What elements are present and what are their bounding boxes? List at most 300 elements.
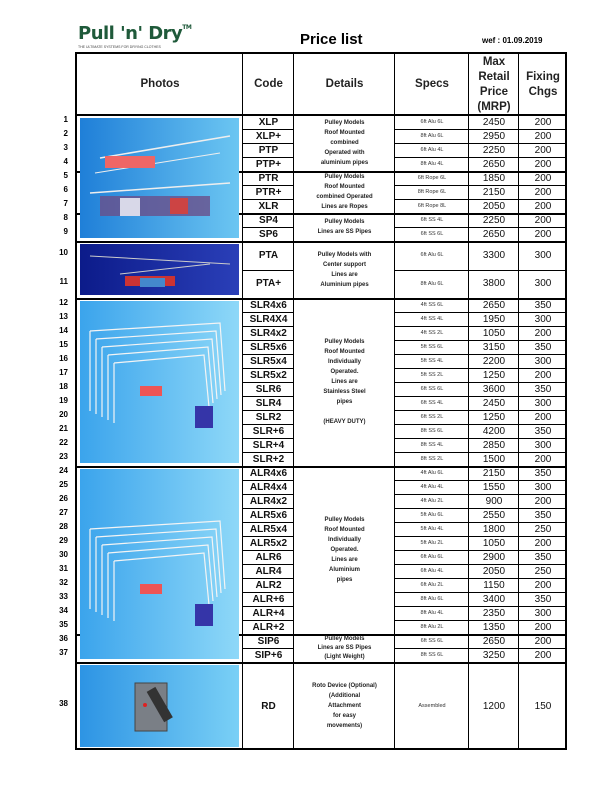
product-code: ALR+4 bbox=[252, 607, 285, 619]
product-spec: 8ft Rope 6L bbox=[417, 189, 447, 195]
alu-individual-rack-photo bbox=[80, 469, 239, 659]
row-divider bbox=[243, 270, 294, 271]
product-spec: 8ft SS 6L bbox=[420, 428, 444, 434]
row-number: 4 bbox=[63, 157, 68, 166]
header-details: Details bbox=[325, 78, 364, 90]
fixing-charge: 350 bbox=[534, 593, 552, 605]
row-divider bbox=[243, 592, 294, 593]
row-number: 20 bbox=[59, 410, 68, 419]
row-divider bbox=[243, 648, 294, 649]
product-code: SLR+6 bbox=[252, 425, 285, 437]
details-line bbox=[323, 407, 365, 417]
fixing-charge: 350 bbox=[534, 425, 552, 437]
row-divider bbox=[243, 480, 294, 481]
row-divider bbox=[395, 368, 567, 369]
product-code: SP6 bbox=[259, 228, 278, 240]
mrp-value: 1150 bbox=[483, 579, 505, 591]
product-spec: Assembled bbox=[418, 703, 446, 709]
row-number: 21 bbox=[59, 424, 68, 433]
row-divider bbox=[395, 340, 567, 341]
product-code: SLR5x2 bbox=[250, 369, 287, 381]
mrp-value: 2200 bbox=[482, 355, 506, 367]
mrp-value: 2950 bbox=[482, 130, 506, 142]
row-number: 9 bbox=[63, 227, 68, 236]
center-support-rack-photo bbox=[80, 244, 239, 295]
product-spec: 6ft Alu 2L bbox=[420, 582, 444, 588]
fixing-charge: 200 bbox=[534, 327, 552, 339]
row-divider bbox=[395, 480, 567, 481]
mrp-value: 900 bbox=[485, 495, 503, 507]
row-number: 35 bbox=[59, 620, 68, 629]
photo-illustration bbox=[80, 665, 239, 747]
details-line: pipes bbox=[336, 399, 353, 405]
mrp-value: 1350 bbox=[482, 621, 506, 633]
details-line: (Light Weight) bbox=[324, 653, 365, 660]
row-number: 19 bbox=[59, 396, 68, 405]
product-spec: 5ft SS 6L bbox=[420, 344, 444, 350]
row-number: 38 bbox=[59, 699, 68, 708]
product-code: PTP bbox=[258, 144, 279, 156]
row-divider bbox=[395, 648, 567, 649]
row-number: 30 bbox=[59, 550, 68, 559]
row-divider bbox=[243, 620, 294, 621]
product-code: XLR bbox=[258, 200, 279, 212]
details-line: for easy bbox=[332, 713, 356, 719]
row-number: 18 bbox=[59, 382, 68, 391]
product-code: SLR4x6 bbox=[250, 299, 287, 311]
product-code: PTR+ bbox=[255, 186, 282, 198]
price-table bbox=[75, 52, 567, 750]
row-number: 34 bbox=[59, 606, 68, 615]
row-number: 10 bbox=[59, 248, 68, 258]
fixing-charge: 250 bbox=[534, 565, 552, 577]
product-spec: 5ft Alu 2L bbox=[420, 540, 444, 546]
fixing-charge: 200 bbox=[534, 537, 552, 549]
mrp-value: 3400 bbox=[482, 593, 506, 605]
row-number: 32 bbox=[59, 578, 68, 587]
header-photos: Photos bbox=[140, 78, 180, 90]
product-spec: 6ft SS 6L bbox=[420, 231, 444, 237]
details-line: Roof Mounted bbox=[324, 349, 365, 355]
row-number: 12 bbox=[59, 298, 68, 307]
fixing-charge: 300 bbox=[534, 397, 552, 409]
brand-logo bbox=[78, 24, 191, 49]
product-spec: 8ft SS 4L bbox=[420, 442, 444, 448]
logo-text: Pull 'n' Dry bbox=[78, 23, 183, 44]
fixing-charge: 350 bbox=[534, 509, 552, 521]
details-text bbox=[321, 118, 368, 168]
product-spec: 5ft SS 4L bbox=[420, 358, 444, 364]
product-spec: 6ft Alu 4L bbox=[420, 147, 444, 153]
product-code: SLR+4 bbox=[252, 439, 285, 451]
details-line: movements) bbox=[326, 723, 363, 729]
product-spec: 4ft Alu 6L bbox=[420, 470, 444, 476]
row-number: 16 bbox=[59, 354, 68, 363]
row-number: 36 bbox=[59, 634, 68, 643]
details-text bbox=[323, 337, 365, 427]
product-details bbox=[294, 115, 395, 171]
details-text bbox=[318, 635, 372, 662]
product-code: ALR4x6 bbox=[249, 467, 288, 479]
row-divider bbox=[395, 606, 567, 607]
pulley-rack-photo bbox=[80, 118, 239, 238]
row-divider bbox=[243, 550, 294, 551]
details-text bbox=[324, 515, 364, 585]
product-details bbox=[294, 662, 395, 750]
details-line: Individually bbox=[327, 359, 361, 365]
fixing-charge: 300 bbox=[534, 313, 552, 325]
product-spec: 5ft Alu 6L bbox=[420, 512, 444, 518]
row-divider bbox=[395, 129, 567, 130]
details-line: Lines are bbox=[331, 557, 358, 563]
product-code: ALR6 bbox=[255, 551, 282, 563]
row-number: 6 bbox=[63, 185, 68, 194]
mrp-value: 1050 bbox=[482, 537, 506, 549]
row-divider bbox=[243, 185, 294, 186]
product-code: XLP bbox=[258, 116, 279, 128]
row-divider bbox=[243, 410, 294, 411]
fixing-charge: 350 bbox=[534, 551, 552, 563]
fixing-charge: 200 bbox=[534, 186, 552, 198]
row-divider bbox=[395, 410, 567, 411]
details-line: Pulley Models bbox=[324, 339, 365, 345]
mrp-value: 2450 bbox=[482, 116, 506, 128]
mrp-value: 2650 bbox=[482, 635, 506, 647]
mrp-value: 2550 bbox=[482, 509, 506, 521]
details-line: aluminium pipes bbox=[320, 160, 369, 166]
row-divider bbox=[243, 312, 294, 313]
product-spec: 6ft SS 4L bbox=[420, 400, 444, 406]
details-line: Attachment bbox=[327, 703, 361, 709]
product-spec: 6ft Alu 6L bbox=[420, 554, 444, 560]
fixing-charge: 250 bbox=[534, 523, 552, 535]
mrp-value: 2250 bbox=[482, 214, 506, 226]
fixing-charge: 200 bbox=[534, 158, 552, 170]
row-number: 13 bbox=[59, 312, 68, 321]
fixing-charge: 300 bbox=[534, 249, 552, 261]
row-divider bbox=[395, 508, 567, 509]
product-code: PTA bbox=[258, 249, 279, 261]
fixing-charge: 300 bbox=[534, 439, 552, 451]
mrp-value: 2900 bbox=[482, 551, 506, 563]
fixing-charge: 350 bbox=[534, 341, 552, 353]
row-divider bbox=[395, 592, 567, 593]
row-number: 5 bbox=[63, 171, 68, 180]
row-number: 33 bbox=[59, 592, 68, 601]
row-number: 27 bbox=[59, 508, 68, 517]
fixing-charge: 200 bbox=[534, 453, 552, 465]
mrp-value: 3600 bbox=[482, 383, 506, 395]
row-divider bbox=[395, 227, 567, 228]
details-line: Lines are SS Pipes bbox=[317, 229, 372, 235]
product-code: XLP+ bbox=[255, 130, 282, 142]
product-code: ALR4x2 bbox=[249, 495, 288, 507]
fixing-charge: 200 bbox=[534, 411, 552, 423]
product-spec: 6ft SS 6L bbox=[420, 638, 444, 644]
ss-individual-rack-photo bbox=[80, 301, 239, 463]
mrp-value: 2450 bbox=[482, 397, 506, 409]
details-text bbox=[318, 217, 372, 237]
fixing-charge: 200 bbox=[534, 200, 552, 212]
product-spec: 4ft SS 6L bbox=[420, 302, 444, 308]
row-number: 14 bbox=[59, 326, 68, 335]
row-divider bbox=[395, 354, 567, 355]
row-number: 17 bbox=[59, 368, 68, 377]
row-number: 23 bbox=[59, 452, 68, 461]
row-divider bbox=[243, 424, 294, 425]
details-line: Roof Mounted bbox=[324, 527, 365, 533]
row-divider bbox=[395, 494, 567, 495]
row-divider bbox=[243, 396, 294, 397]
product-spec: 8ft SS 2L bbox=[420, 456, 444, 462]
product-spec: 6ft SS 4L bbox=[420, 217, 444, 223]
row-divider bbox=[243, 227, 294, 228]
product-spec: 6ft Rope 6L bbox=[417, 175, 447, 181]
row-divider bbox=[395, 536, 567, 537]
fixing-charge: 200 bbox=[534, 649, 552, 661]
product-spec: 8ft Alu 2L bbox=[420, 624, 444, 630]
row-divider bbox=[395, 326, 567, 327]
product-code: ALR4 bbox=[255, 565, 282, 577]
mrp-value: 1950 bbox=[482, 313, 506, 325]
row-number: 25 bbox=[59, 480, 68, 489]
product-code: SLR+2 bbox=[252, 453, 285, 465]
fixing-charge: 200 bbox=[534, 579, 552, 591]
logo-tm: TM bbox=[182, 24, 192, 31]
row-divider bbox=[243, 199, 294, 200]
row-divider bbox=[395, 578, 567, 579]
row-divider bbox=[243, 508, 294, 509]
row-divider bbox=[395, 424, 567, 425]
row-number: 26 bbox=[59, 494, 68, 503]
row-divider bbox=[395, 550, 567, 551]
fixing-charge: 350 bbox=[534, 299, 552, 311]
product-spec: 8ft Alu 4L bbox=[420, 161, 444, 167]
mrp-value: 2350 bbox=[482, 607, 506, 619]
details-line: combined bbox=[330, 140, 359, 146]
fixing-charge: 300 bbox=[534, 481, 552, 493]
row-number: 8 bbox=[63, 213, 68, 222]
header-mrp: Max Retail Price (MRP) bbox=[477, 55, 511, 113]
mrp-value: 2250 bbox=[482, 144, 506, 156]
product-details bbox=[294, 634, 395, 662]
header-fixing: Fixing Chgs bbox=[526, 70, 560, 98]
product-code: PTR bbox=[258, 172, 279, 184]
mrp-value: 1200 bbox=[482, 700, 506, 712]
product-spec: 8ft Alu 6L bbox=[420, 280, 444, 287]
product-spec: 5ft SS 2L bbox=[420, 372, 444, 378]
row-divider bbox=[243, 368, 294, 369]
details-line: Pulley Models bbox=[324, 635, 365, 642]
details-line: Lines are bbox=[331, 379, 358, 385]
mrp-value: 3300 bbox=[482, 249, 506, 261]
logo-tagline: THE ULTIMATE SYSTEMS FOR DRYING CLOTHES bbox=[78, 45, 161, 49]
details-line: Lines are SS Pipes bbox=[317, 644, 372, 651]
fixing-charge: 300 bbox=[534, 355, 552, 367]
row-number: 3 bbox=[63, 143, 68, 152]
product-spec: 8ft Alu 6L bbox=[420, 133, 444, 139]
page-title: Price list bbox=[300, 31, 363, 48]
row-divider bbox=[395, 157, 567, 158]
row-divider bbox=[243, 452, 294, 453]
mrp-value: 2650 bbox=[482, 228, 506, 240]
product-code: ALR5x4 bbox=[249, 523, 288, 535]
mrp-value: 2650 bbox=[482, 299, 506, 311]
fixing-charge: 200 bbox=[534, 369, 552, 381]
product-details bbox=[294, 213, 395, 241]
row-divider bbox=[395, 564, 567, 565]
mrp-value: 2050 bbox=[482, 565, 506, 577]
details-line: Pulley Models with bbox=[317, 251, 372, 258]
row-divider bbox=[395, 143, 567, 144]
product-code: SLR5x4 bbox=[250, 355, 287, 367]
row-number: 29 bbox=[59, 536, 68, 545]
product-spec: 6ft Alu 6L bbox=[420, 119, 444, 125]
mrp-value: 2850 bbox=[482, 439, 506, 451]
row-number: 28 bbox=[59, 522, 68, 531]
mrp-value: 1800 bbox=[482, 523, 506, 535]
details-line: Stainless Steel bbox=[323, 389, 366, 395]
mrp-value: 2150 bbox=[482, 186, 506, 198]
details-line: Pulley Models bbox=[324, 517, 365, 523]
details-line: Roof Mounted bbox=[324, 130, 365, 136]
product-details bbox=[294, 241, 395, 298]
product-details bbox=[294, 466, 395, 634]
mrp-value: 1250 bbox=[482, 369, 506, 381]
details-line: Individually bbox=[327, 537, 361, 543]
row-number: 24 bbox=[59, 466, 68, 475]
fixing-charge: 200 bbox=[534, 144, 552, 156]
row-number: 37 bbox=[59, 648, 68, 657]
header-specs: Specs bbox=[415, 78, 449, 90]
details-line: Pulley Models bbox=[324, 174, 365, 180]
fixing-charge: 350 bbox=[534, 383, 552, 395]
details-line: Lines are Ropes bbox=[321, 204, 368, 210]
product-spec: 8ft SS 6L bbox=[420, 652, 444, 658]
fixing-charge: 200 bbox=[534, 116, 552, 128]
row-divider bbox=[395, 452, 567, 453]
fixing-charge: 200 bbox=[534, 228, 552, 240]
row-divider bbox=[243, 354, 294, 355]
row-number: 1 bbox=[63, 115, 68, 124]
mrp-value: 3250 bbox=[482, 649, 506, 661]
photo-illustration bbox=[80, 469, 239, 659]
mrp-value: 3800 bbox=[482, 278, 506, 290]
fixing-charge: 200 bbox=[534, 635, 552, 647]
header-code: Code bbox=[254, 78, 283, 90]
row-divider bbox=[243, 578, 294, 579]
row-divider bbox=[395, 185, 567, 186]
details-line: (Additional bbox=[328, 693, 361, 699]
details-line: Lines are bbox=[331, 271, 358, 278]
product-code: ALR+6 bbox=[252, 593, 285, 605]
product-details bbox=[294, 298, 395, 466]
mrp-value: 2150 bbox=[482, 467, 506, 479]
details-line: Aluminium pipes bbox=[320, 281, 369, 288]
fixing-charge: 300 bbox=[534, 607, 552, 619]
mrp-value: 1050 bbox=[482, 327, 506, 339]
details-line: Center support bbox=[322, 261, 366, 268]
details-line: Roof Mounted bbox=[324, 184, 365, 190]
details-line: combined Operated bbox=[316, 194, 373, 200]
product-spec: 8ft Alu 6L bbox=[420, 596, 444, 602]
product-spec: 4ft SS 4L bbox=[420, 316, 444, 322]
product-code: SIP+6 bbox=[254, 649, 283, 661]
product-code: ALR5x6 bbox=[249, 509, 288, 521]
mrp-value: 2050 bbox=[482, 200, 506, 212]
product-code: ALR4x4 bbox=[249, 481, 288, 493]
row-divider bbox=[243, 382, 294, 383]
row-divider bbox=[395, 438, 567, 439]
row-divider bbox=[243, 564, 294, 565]
product-code: SLR2 bbox=[255, 411, 282, 423]
row-divider bbox=[395, 522, 567, 523]
details-text bbox=[316, 172, 372, 212]
product-code: SLR4X4 bbox=[249, 313, 288, 325]
row-divider bbox=[395, 382, 567, 383]
details-line: Roto Device (Optional) bbox=[312, 683, 377, 689]
product-spec: 6ft SS 6L bbox=[420, 386, 444, 392]
mrp-value: 4200 bbox=[482, 425, 506, 437]
row-divider bbox=[395, 312, 567, 313]
product-spec: 6ft Rope 8L bbox=[417, 203, 447, 209]
product-code: ALR+2 bbox=[252, 621, 285, 633]
fixing-charge: 200 bbox=[534, 130, 552, 142]
row-number: 2 bbox=[63, 129, 68, 138]
row-number: 22 bbox=[59, 438, 68, 447]
product-code: RD bbox=[261, 700, 276, 712]
row-divider bbox=[243, 536, 294, 537]
product-spec: 6ft Alu 6L bbox=[420, 252, 444, 259]
fixing-charge: 200 bbox=[534, 172, 552, 184]
row-divider bbox=[395, 270, 567, 271]
mrp-value: 1500 bbox=[482, 453, 506, 465]
roto-device-photo bbox=[80, 665, 239, 747]
details-line: Operated with bbox=[324, 150, 365, 156]
fixing-charge: 300 bbox=[534, 278, 552, 290]
fixing-charge: 200 bbox=[534, 495, 552, 507]
row-divider bbox=[243, 606, 294, 607]
product-code: SLR4x2 bbox=[250, 327, 287, 339]
row-divider bbox=[243, 494, 294, 495]
product-code: ALR5x2 bbox=[249, 537, 288, 549]
mrp-value: 1250 bbox=[482, 411, 506, 423]
fixing-charge: 200 bbox=[534, 621, 552, 633]
details-line: (HEAVY DUTY) bbox=[323, 419, 366, 425]
photo-illustration bbox=[80, 244, 239, 295]
row-number: 11 bbox=[59, 276, 68, 286]
row-divider bbox=[243, 143, 294, 144]
mrp-value: 3150 bbox=[482, 341, 506, 353]
row-number: 7 bbox=[63, 199, 68, 208]
product-code: ALR2 bbox=[255, 579, 282, 591]
details-line: Operated. bbox=[330, 369, 359, 375]
details-line: Pulley Models bbox=[324, 120, 365, 126]
product-spec: 4ft Alu 2L bbox=[420, 498, 444, 504]
fixing-charge: 150 bbox=[534, 700, 552, 712]
fixing-charge: 350 bbox=[534, 467, 552, 479]
product-spec: 6ft SS 2L bbox=[420, 414, 444, 420]
product-code: SLR6 bbox=[255, 383, 282, 395]
details-line: Aluminium bbox=[328, 567, 360, 573]
details-line: Operated. bbox=[330, 547, 359, 553]
product-code: SIP6 bbox=[257, 635, 280, 647]
row-divider bbox=[243, 340, 294, 341]
row-divider bbox=[243, 129, 294, 130]
mrp-value: 2650 bbox=[482, 158, 506, 170]
product-spec: 6ft Alu 4L bbox=[420, 568, 444, 574]
row-divider bbox=[243, 438, 294, 439]
